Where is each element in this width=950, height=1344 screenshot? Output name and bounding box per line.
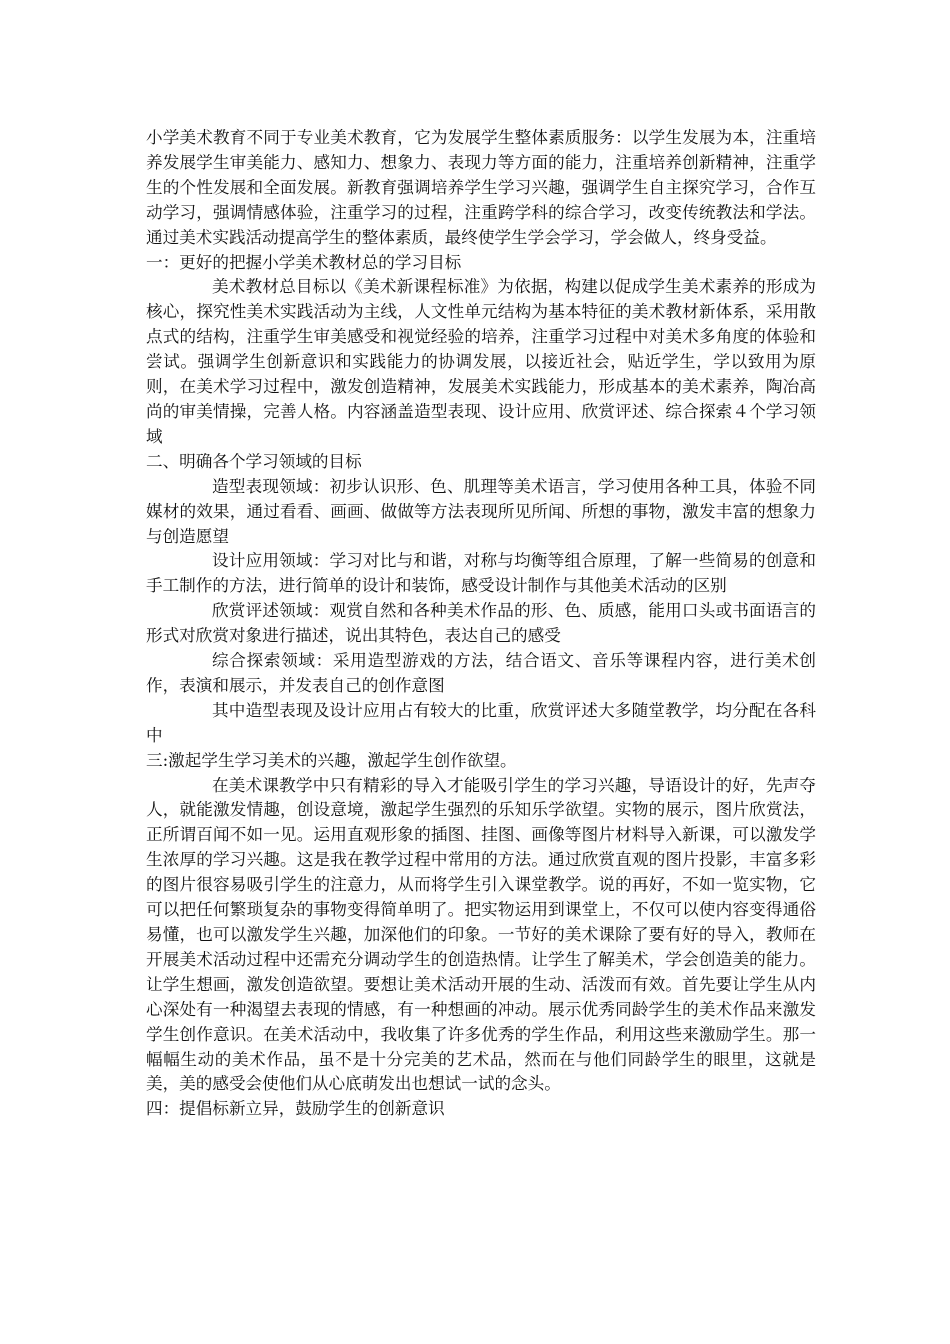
section-4-heading: 四：提倡标新立异，鼓励学生的创新意识 bbox=[146, 1099, 445, 1119]
section-3-heading: 三:激起学生学习美术的兴趣，激起学生创作欲望。 bbox=[146, 750, 517, 770]
domain-appreciation-paragraph: 欣赏评述领域：观赏自然和各种美术作品的形、色、质感，能用口头或书面语言的形式对欣赏对象进行描述，说出其特色，表达自己的感受 bbox=[146, 601, 816, 646]
domain-modeling-paragraph: 造型表现领域：初步认识形、色、肌理等美术语言，学习使用各种工具，体验不同媒材的效果，通过看看、画画、做做等方法表现所见所闻、所想的事物，激发丰富的想象力与创造愿望 bbox=[146, 476, 816, 546]
section-2-heading: 二、明确各个学习领域的目标 bbox=[146, 451, 362, 471]
intro-paragraph: 小学美术教育不同于专业美术教育，它为发展学生整体素质服务：以学生发展为本，注重培养发展学生审美能力、感知力、想象力、表现力等方面的能力，注重培养创新精神，注重学生的个性发展和全面发展。新教育强调培养学生学习兴趣，强调学生自主探究学习，合作互动学习，强调情感体验，注重学习的过程，注重跨学科的综合学习，改变传统教法和学法。通过美术实践活动提高学生的整体素质，最终使学生学会学习，学会做人，终身受益。 bbox=[146, 128, 816, 247]
domain-summary-paragraph: 其中造型表现及设计应用占有较大的比重，欣赏评述大多随堂教学，均分配在各科中 bbox=[146, 700, 816, 745]
section-1-paragraph: 美术教材总目标以《美术新课程标准》为依据，构建以促成学生美术素养的形成为核心，探究性美术实践活动为主线，人文性单元结构为基本特征的美术教材新体系，采用散点式的结构，注重学生审美感受和视觉经验的培养，注重学习过程中对美术多角度的体验和尝试。强调学生创新意识和实践能力的协调发展，以接近社会，贴近学生，学以致用为原则，在美术学习过程中，激发创造精神，发展美术实践能力，形成基本的美术素养，陶冶高尚的审美情操，完善人格。内容涵盖造型表现、设计应用、欣赏评述、综合探索４个学习领域 bbox=[146, 277, 816, 446]
domain-design-paragraph: 设计应用领域：学习对比与和谐，对称与均衡等组合原理，了解一些简易的创意和手工制作的方法，进行简单的设计和装饰，感受设计制作与其他美术活动的区别 bbox=[146, 551, 816, 596]
document-page bbox=[146, 126, 816, 1122]
domain-exploration-paragraph: 综合探索领域：采用造型游戏的方法，结合语文、音乐等课程内容，进行美术创作，表演和展示，并发表自己的创作意图 bbox=[146, 651, 816, 695]
section-3-paragraph: 在美术课教学中只有精彩的导入才能吸引学生的学习兴趣，导语设计的好，先声夺人，就能激发情趣，创设意境，激起学生强烈的乐知乐学欲望。实物的展示，图片欣赏法，正所谓百闻不如一见。运用直观形象的插图、挂图、画像等图片材料导入新课，可以激发学生浓厚的学习兴趣。这是我在教学过程中常用的方法。通过欣赏直观的图片投影，丰富多彩的图片很容易吸引学生的注意力，从而将学生引入课堂教学。说的再好，不如一览实物，它可以把任何繁琐复杂的事物变得简单明了。把实物运用到课堂上，不仅可以使内容变得通俗易懂，也可以激发学生兴趣，加深他们的印象。一节好的美术课除了要有好的导入，教师在开展美术活动过程中还需充分调动学生的创造热情。让学生了解美术，学会创造美的能力。让学生想画，激发创造欲望。要想让美术活动开展的生动、活泼而有效。首先要让学生从内心深处有一种渴望去表现的情感，有一种想画的冲动。展示优秀同龄学生的美术作品来激发学生创作意识。在美术活动中，我收集了许多优秀的学生作品，利用这些来激励学生。那一幅幅生动的美术作品，虽不是十分完美的艺术品，然而在与他们同龄学生的眼里，这就是美，美的感受会使他们从心底萌发出也想试一试的念头。 bbox=[146, 775, 816, 1094]
section-1-heading: 一：更好的把握小学美术教材总的学习目标 bbox=[146, 252, 462, 272]
